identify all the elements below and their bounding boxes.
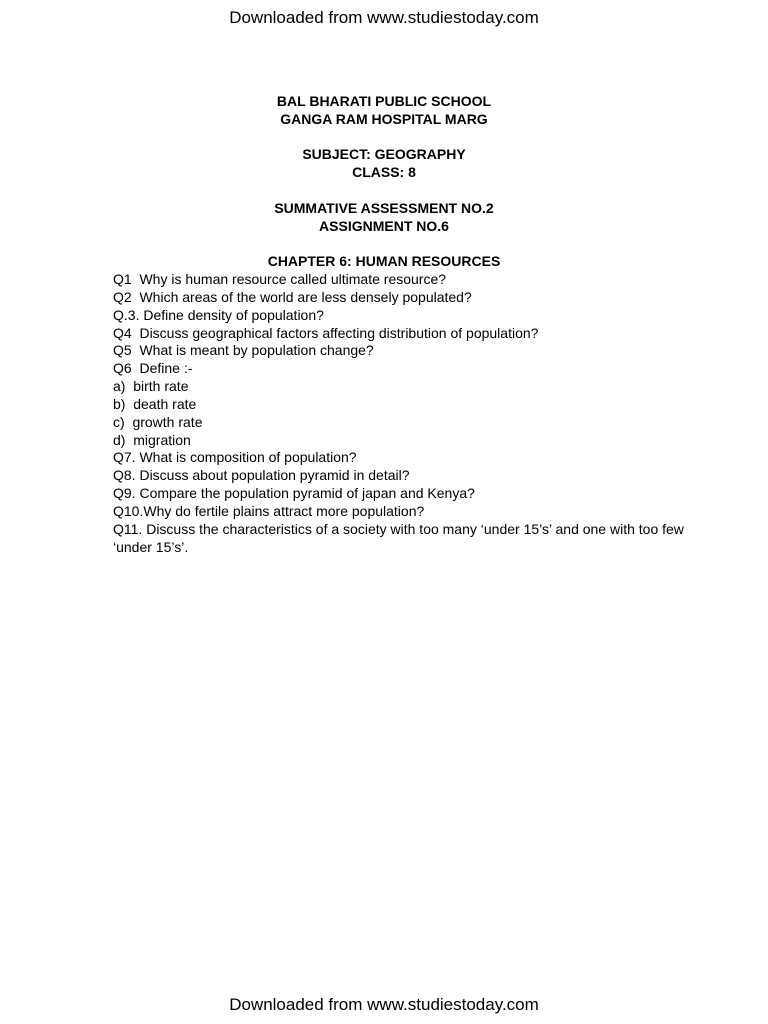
question-item: Q9. Compare the population pyramid of japan and Kenya? xyxy=(113,485,475,502)
sub-item: d) migration xyxy=(113,431,191,448)
sub-item: c) growth rate xyxy=(113,413,203,430)
question-item: Q.3. Define density of population? xyxy=(113,306,324,323)
assignment-line: ASSIGNMENT NO.6 xyxy=(319,217,449,234)
question-item: Q1 Why is human resource called ultimate resource? xyxy=(113,271,447,287)
sub-item: a) birth rate xyxy=(113,378,189,395)
sub-item: b) death rate xyxy=(113,395,197,412)
question-item: Q6 Define :- xyxy=(113,360,193,377)
watermark-top: Downloaded from www.studiestoday.com xyxy=(229,8,539,27)
subject-line: SUBJECT: GEOGRAPHY xyxy=(302,146,466,163)
chapter-title: CHAPTER 6: HUMAN RESOURCES xyxy=(267,253,501,270)
question-item: Q5 What is meant by population change? xyxy=(113,342,374,359)
question-item: Q10.Why do fertile plains attract more population? xyxy=(113,502,425,519)
question-item: Q2 Which areas of the world are less densely populated? xyxy=(113,288,472,305)
question-item: Q8. Discuss about population pyramid in detail? xyxy=(113,467,410,484)
watermark-bottom: Downloaded from www.studiestoday.com xyxy=(229,995,539,1014)
question-item: Q7. What is composition of population? xyxy=(113,449,357,466)
question-item: Q11. Discuss the characteristics of a society with too many ‘under 15’s’ and one with too few ‘under 15’s’. xyxy=(113,520,688,555)
question-list xyxy=(113,271,693,557)
question-item: Q4 Discuss geographical factors affecting distribution of population? xyxy=(113,324,539,341)
class-line: CLASS: 8 xyxy=(352,164,416,181)
document-header xyxy=(0,93,768,271)
assessment-line: SUMMATIVE ASSESSMENT NO.2 xyxy=(274,199,494,216)
school-name: BAL BHARATI PUBLIC SCHOOL xyxy=(276,93,492,109)
school-address: GANGA RAM HOSPITAL MARG xyxy=(280,110,488,127)
